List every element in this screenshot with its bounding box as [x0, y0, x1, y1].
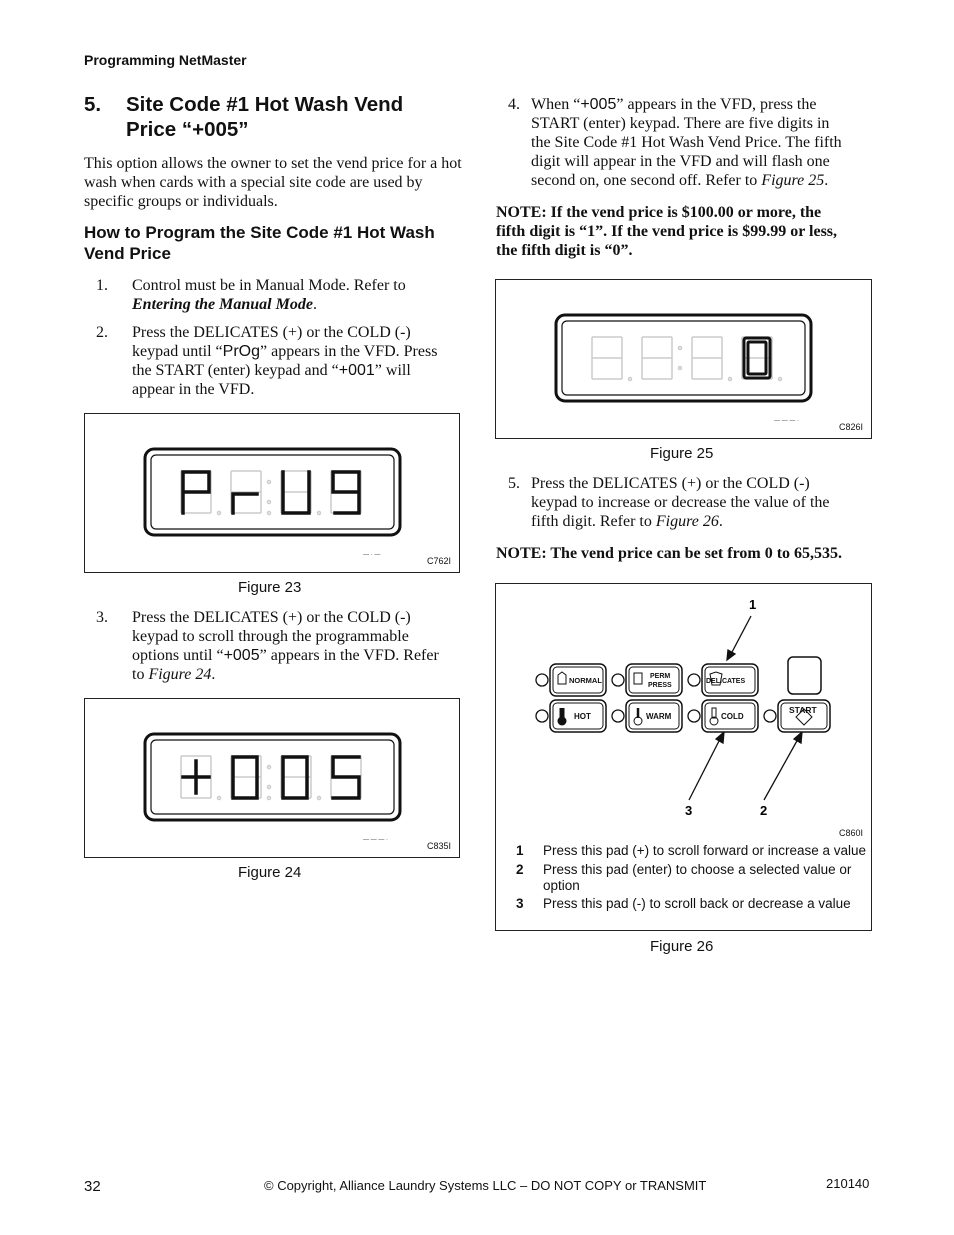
figure-25-caption: Figure 25	[650, 445, 714, 462]
step-text: the START (enter) keypad and “	[132, 362, 339, 379]
subheading: How to Program the Site Code #1 Hot Wash Vend Price	[84, 223, 435, 263]
step-text: the Site Code #1 Hot Wash Vend Price. The fifth	[531, 134, 842, 151]
svg-text:— · —: — · —	[363, 552, 381, 558]
vfd-code: +005	[580, 96, 617, 113]
document-number: 210140	[826, 1176, 870, 1191]
step-text: to	[132, 666, 149, 683]
figure-25-box	[495, 279, 872, 439]
key-warm-label: WARM	[646, 712, 672, 721]
legend-text: Press this pad (enter) to choose a selected value or option	[543, 862, 852, 893]
step-number: 4.	[508, 96, 520, 113]
step-number: 5.	[508, 475, 520, 492]
step-text: .	[211, 666, 216, 683]
copyright-notice: © Copyright, Alliance Laundry Systems LLC – DO NOT COPY or TRANSMIT	[264, 1178, 707, 1193]
intro-paragraph: This option allows the owner to set the vend price for a hot wash when cards with a special site code are used by specific groups or individuals.	[84, 155, 462, 210]
legend-text: Press this pad (+) to scroll forward or increase a value	[543, 843, 867, 858]
figure-code: C826I	[838, 422, 863, 432]
section-title: Site Code #1 Hot Wash Vend Price “+005”	[126, 93, 404, 141]
legend-key: 3	[516, 896, 524, 911]
figure-code: C762I	[426, 556, 451, 566]
step-text: Control must be in Manual Mode. Refer to	[132, 277, 406, 294]
legend-key: 2	[516, 862, 524, 877]
legend-text: Press this pad (-) to scroll back or decrease a value	[543, 896, 851, 911]
step-text: .	[824, 172, 829, 189]
figure-23-caption: Figure 23	[238, 579, 302, 596]
cross-reference: Figure 26	[655, 513, 719, 530]
cross-reference: Figure 25	[761, 172, 825, 189]
note-text: fifth digit is “1”. If the vend price is $99.99 or less,	[496, 223, 838, 240]
step-text: keypad to scroll through the programmable	[132, 628, 409, 645]
key-perm-label: PERM	[650, 673, 671, 680]
vfd-display-fifth-digit	[496, 280, 871, 438]
step-text: keypad until “	[132, 343, 223, 360]
step-number: 2.	[96, 324, 108, 341]
figure-code: C860I	[838, 828, 863, 838]
key-start-label: START	[789, 705, 817, 715]
step-number: 3.	[96, 609, 108, 626]
svg-text:— — — ·: — — — ·	[774, 418, 799, 424]
step-text: ” appears in the VFD. Press	[259, 343, 438, 360]
figure-24-caption: Figure 24	[238, 864, 302, 881]
note-fifth-digit	[496, 203, 876, 260]
step-text: Press the DELICATES (+) or the COLD (-)	[132, 324, 411, 341]
step-text: When “	[531, 96, 581, 113]
step-text: keypad to increase or decrease the value of the	[531, 494, 830, 511]
step-text: fifth digit. Refer to	[531, 513, 656, 530]
page-number: 32	[84, 1178, 101, 1195]
figure-23-box	[84, 413, 460, 573]
step-text: START (enter) keypad. There are five digits in	[531, 115, 830, 132]
step-text: ” appears in the VFD, press the	[616, 96, 817, 113]
step-text: Press the DELICATES (+) or the COLD (-)	[132, 609, 411, 626]
step-text: ” appears in the VFD. Refer	[259, 647, 439, 664]
step-text: second on, one second off. Refer to	[531, 172, 762, 189]
callout-2: 2	[760, 803, 768, 818]
cross-reference: Entering the Manual Mode	[132, 296, 313, 313]
step-text: digit will appear in the VFD and will flash one	[531, 153, 830, 170]
svg-text:— — — ·: — — — ·	[363, 837, 388, 843]
note-vend-range: NOTE: The vend price can be set from 0 to 65,535.	[496, 545, 843, 562]
vfd-code: +001	[338, 362, 375, 379]
section-number: 5.	[84, 93, 102, 116]
figure-24-box	[84, 698, 460, 858]
figure-code: C835I	[426, 841, 451, 851]
vfd-display-prog	[85, 414, 459, 572]
figure-26-box	[495, 583, 872, 931]
step-text: ” will	[374, 362, 411, 379]
key-cold-label: COLD	[721, 712, 744, 721]
vfd-code: +005	[223, 647, 260, 664]
running-header: Programming NetMaster	[84, 52, 247, 68]
step-number: 1.	[96, 277, 108, 294]
figure-26-caption: Figure 26	[650, 938, 714, 955]
legend-key: 1	[516, 843, 524, 858]
keypad-diagram	[496, 584, 871, 834]
step-text: .	[312, 296, 317, 313]
vfd-code: PrOg	[222, 343, 260, 360]
callout-3: 3	[685, 803, 693, 818]
key-delicates-label: DELICATES	[706, 678, 746, 685]
vfd-display-005	[85, 699, 459, 857]
step-text: appear in the VFD.	[132, 381, 255, 398]
callout-1: 1	[749, 597, 757, 612]
key-press-label: PRESS	[648, 682, 672, 689]
step-text: options until “	[132, 647, 224, 664]
cross-reference: Figure 24	[148, 666, 212, 683]
key-hot-label: HOT	[574, 712, 591, 721]
note-text: the fifth digit is “0”.	[496, 242, 633, 259]
key-normal-label: NORMAL	[569, 676, 602, 685]
note-text: NOTE: If the vend price is $100.00 or more, the	[496, 204, 822, 221]
step-text: Press the DELICATES (+) or the COLD (-)	[531, 475, 810, 492]
step-text: .	[718, 513, 723, 530]
